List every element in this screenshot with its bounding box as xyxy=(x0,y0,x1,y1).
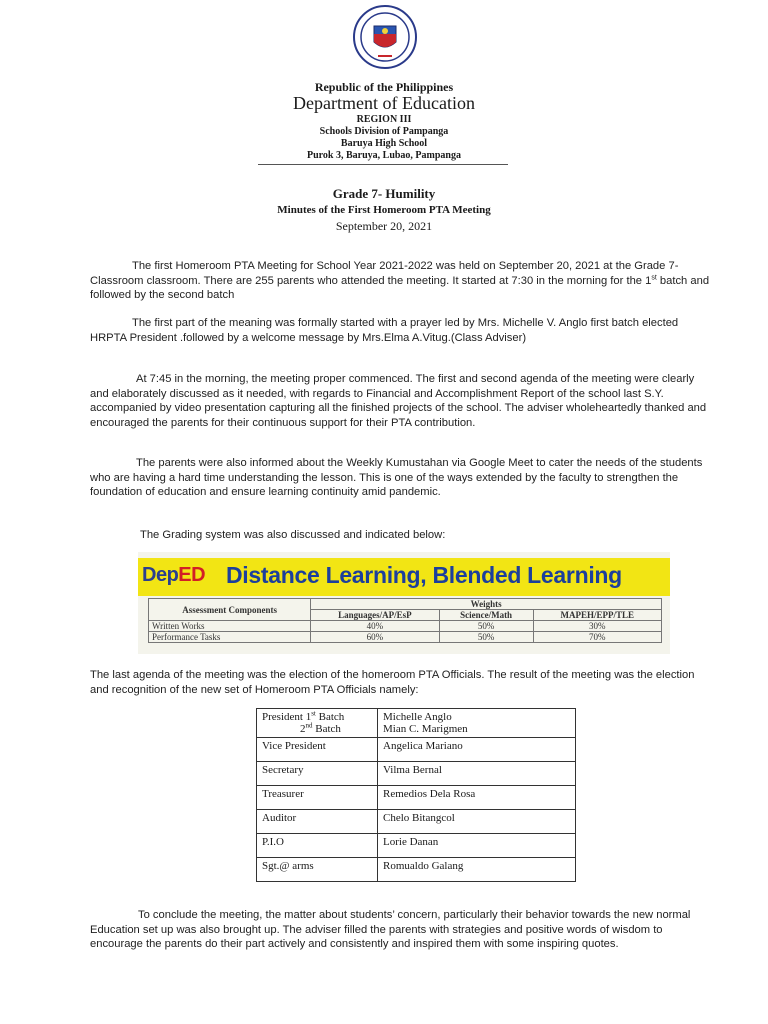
deped-logo: DepED xyxy=(142,564,206,586)
table-row: Auditor Chelo Bitangcol xyxy=(257,810,576,834)
paragraph-3: At 7:45 in the morning, the meeting proper commenced. The first and second agenda of the meeting were clearly and elaborately discussed as it needed, with regards to Financial and Accomplishment Report of the school last S.Y. accompanied by video presentation capturing all the finished projects of the school. The adviser wholeheartedly thanked and encouraged the parents for their continuous support for their PTA contribution. xyxy=(90,373,707,429)
col-mapeh: MAPEH/EPP/TLE xyxy=(533,610,661,621)
table-row: Performance Tasks 60% 50% 70% xyxy=(149,632,662,643)
table-row: Written Works 40% 50% 30% xyxy=(149,621,662,632)
paragraph-7: To conclude the meeting, the matter about students’ concern, particularly their behavior towards the new normal Education set up was also brought up. The adviser filled the parents with strategies and positive words of wisdom to encourage the parents do their part actively and consistently and inspired them with some inspiring quotes. xyxy=(90,909,691,950)
grade-title: Grade 7- Humility xyxy=(332,186,436,201)
division-line: Schools Division of Pampanga xyxy=(319,126,449,137)
deped-seal-icon xyxy=(352,4,418,70)
minutes-title: Minutes of the First Homeroom PTA Meeting xyxy=(277,204,491,216)
address-line: Purok 3, Baruya, Lubao, Pampanga xyxy=(306,150,461,161)
col-assessment: Assessment Components xyxy=(149,599,311,621)
paragraph-4: The parents were also informed about the Weekly Kumustahan via Google Meet to cater the needs of the students who are having a hard time understanding the lesson. This is one of the ways extended by the faculty to strengthen the foundation of education and ensure learning continuity amid pandemic. xyxy=(90,457,703,498)
table-row: President 1st Batch 2nd Batch Michelle Anglo Mian C. Marigmen xyxy=(257,709,576,738)
region-line: REGION III xyxy=(356,114,412,125)
table-row: P.I.O Lorie Danan xyxy=(257,834,576,858)
col-languages: Languages/AP/EsP xyxy=(311,610,439,621)
meeting-date: September 20, 2021 xyxy=(335,219,433,233)
table-row: Secretary Vilma Bernal xyxy=(257,762,576,786)
banner-title: Distance Learning, Blended Learning xyxy=(226,562,622,588)
republic-line: Republic of the Philippines xyxy=(314,80,454,94)
table-row: Vice President Angelica Mariano xyxy=(257,738,576,762)
paragraph-6: The last agenda of the meeting was the election of the homeroom PTA Officials. The result of the meeting was the election and recognition of the new set of Homeroom PTA Officials namely: xyxy=(90,669,695,696)
school-line: Baruya High School xyxy=(340,138,428,149)
paragraph-1: The first Homeroom PTA Meeting for School Year 2021-2022 was held on September 20, 2021 at the Grade 7-Classroom classroom. There are 255 parents who attended the meeting. It started at 7:30 in the morning for the 1st batch and followed by the second batch xyxy=(90,260,710,301)
officers-table xyxy=(256,708,576,882)
paragraph-2: The first part of the meaning was formally started with a prayer led by Mrs. Michelle V. Anglo first batch elected HRPTA President .followed by a welcome message by Mrs.Elma A.Vitug.(Class Adviser) xyxy=(90,317,679,344)
table-row: Treasurer Remedios Dela Rosa xyxy=(257,786,576,810)
table-row: Sgt.@ arms Romualdo Galang xyxy=(257,858,576,882)
department-line: Department of Education xyxy=(293,93,475,113)
grading-table xyxy=(148,598,662,643)
col-weights: Weights xyxy=(311,599,662,610)
header-divider xyxy=(258,164,508,165)
paragraph-5: The Grading system was also discussed and indicated below: xyxy=(140,529,446,541)
col-science: Science/Math xyxy=(439,610,533,621)
grading-system-image xyxy=(138,552,670,654)
